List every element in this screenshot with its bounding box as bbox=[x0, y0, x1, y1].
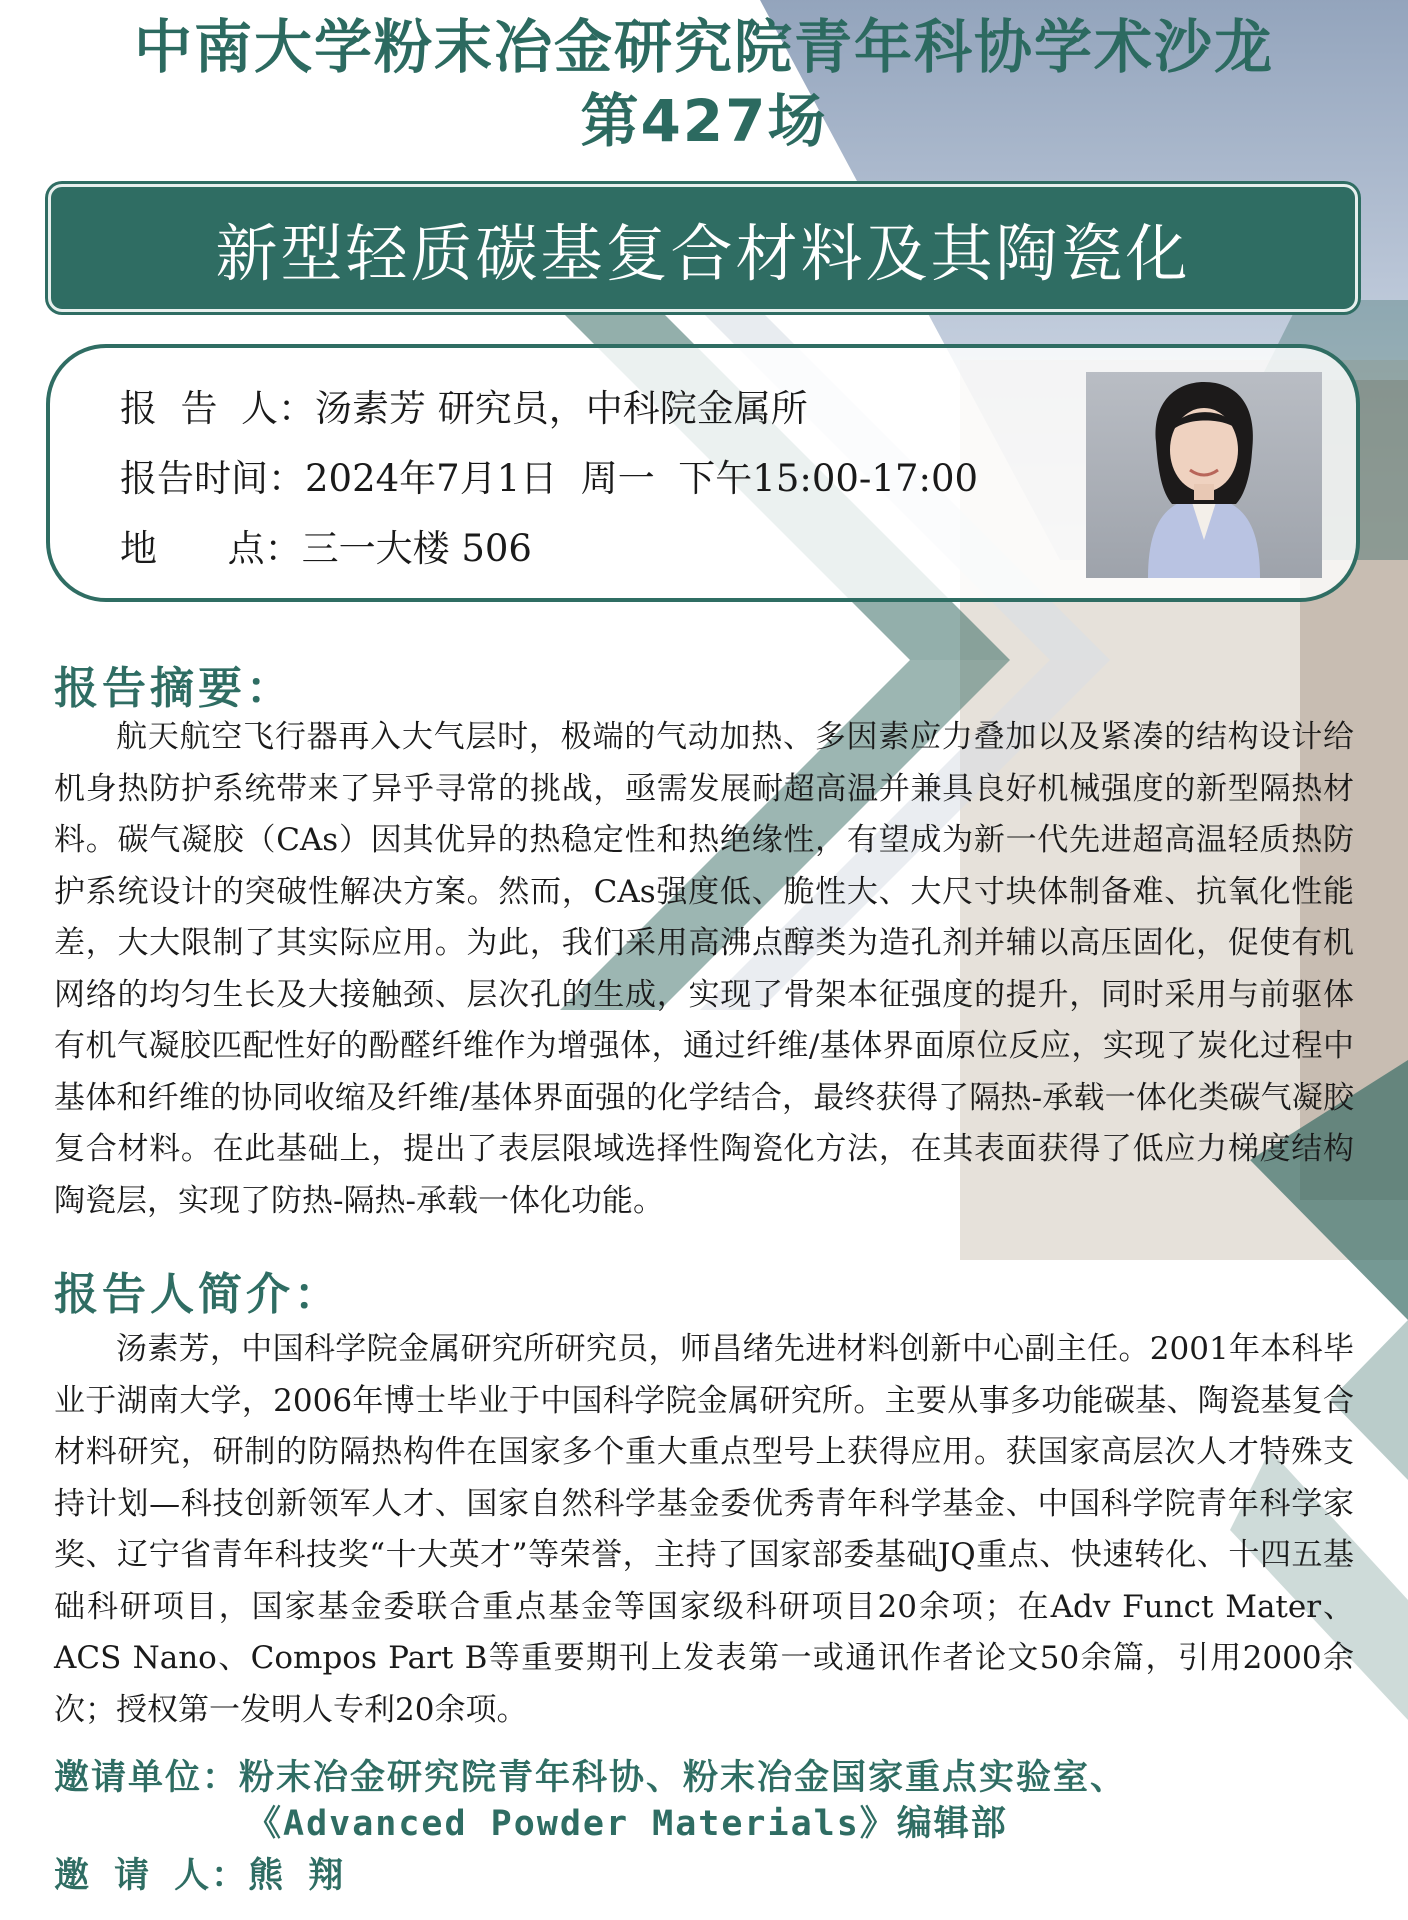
place-label: 地 点： bbox=[120, 527, 302, 570]
inviter-value: 熊 翔 bbox=[248, 1856, 346, 1896]
speaker-label: 报 告 人： bbox=[120, 387, 316, 430]
place-value: 三一大楼 506 bbox=[301, 527, 532, 570]
talk-info-box bbox=[46, 344, 1360, 602]
place-row bbox=[120, 518, 532, 572]
inviter-label: 邀 请 人： bbox=[54, 1856, 249, 1896]
speaker-value: 汤素芳 研究员，中科院金属所 bbox=[315, 387, 808, 430]
abstract-heading: 报告摘要： bbox=[54, 663, 294, 714]
talk-topic-banner bbox=[48, 184, 1358, 312]
talk-topic: 新型轻质碳基复合材料及其陶瓷化 bbox=[215, 216, 1191, 290]
speaker-row bbox=[120, 378, 808, 432]
host-label: 邀请单位： bbox=[54, 1758, 240, 1798]
bio-heading: 报告人简介： bbox=[54, 1269, 342, 1320]
host-row bbox=[54, 1750, 1127, 1800]
inviter-row bbox=[54, 1848, 345, 1898]
speaker-photo bbox=[1086, 372, 1322, 578]
time-label: 报告时间： bbox=[120, 457, 305, 500]
bio-text: 汤素芳，中国科学院金属研究所研究员，师昌绪先进材料创新中心副主任。2001年本科毕业于湖南大学，2006年博士毕业于中国科学院金属研究所。主要从事多功能碳基、陶瓷基复合材料研究，研制的防隔热构件在国家多个重大重点型号上获得应用。获国家高层次人才特殊支持计划—科技创新领军人才、国家自然科学基金委优秀青年科学基金、中国科学院青年科学家奖、辽宁省青年科技奖“十大英才”等荣誉，主持了国家部委基础JQ重点、快速转化、十四五基础科研项目，国家基金委联合重点基金等国家级科研项目20余项；在Adv Funct Mater、ACS Nano、Compos Part B等重要期刊上发表第一或通讯作者论文50余篇，引用2000余次；授权第一发明人专利20余项。 bbox=[54, 1331, 1354, 1728]
event-title bbox=[0, 10, 1408, 158]
event-title-line1: 中南大学粉末冶金研究院青年科协学术沙龙 bbox=[133, 13, 1274, 81]
host-line2: 《Advanced Powder Materials》编辑部 bbox=[246, 1804, 1008, 1844]
time-row bbox=[120, 448, 978, 502]
host-line1: 粉末冶金研究院青年科协、粉末冶金国家重点实验室、 bbox=[239, 1758, 1128, 1798]
event-title-line2: 第427场 bbox=[580, 87, 828, 155]
abstract-text: 航天航空飞行器再入大气层时，极端的气动加热、多因素应力叠加以及紧凑的结构设计给机身热防护系统带来了异乎寻常的挑战，亟需发展耐超高温并兼具良好机械强度的新型隔热材料。碳气凝胶（CAs）因其优异的热稳定性和热绝缘性，有望成为新一代先进超高温轻质热防护系统设计的突破性解决方案。然而，CAs强度低、脆性大、大尺寸块体制备难、抗氧化性能差，大大限制了其实际应用。为此，我们采用高沸点醇类为造孔剂并辅以高压固化，促使有机网络的均匀生长及大接触颈、层次孔的生成，实现了骨架本征强度的提升，同时采用与前驱体有机气凝胶匹配性好的酚醛纤维作为增强体，通过纤维/基体界面原位反应，实现了炭化过程中基体和纤维的协同收缩及纤维/基体界面强的化学结合，最终获得了隔热-承载一体化类碳气凝胶复合材料。在此基础上，提出了表层限域选择性陶瓷化方法，在其表面获得了低应力梯度结构陶瓷层，实现了防热-隔热-承载一体化功能。 bbox=[54, 719, 1354, 1219]
time-value: 2024年7月1日 周一 下午15:00-17:00 bbox=[305, 457, 979, 500]
